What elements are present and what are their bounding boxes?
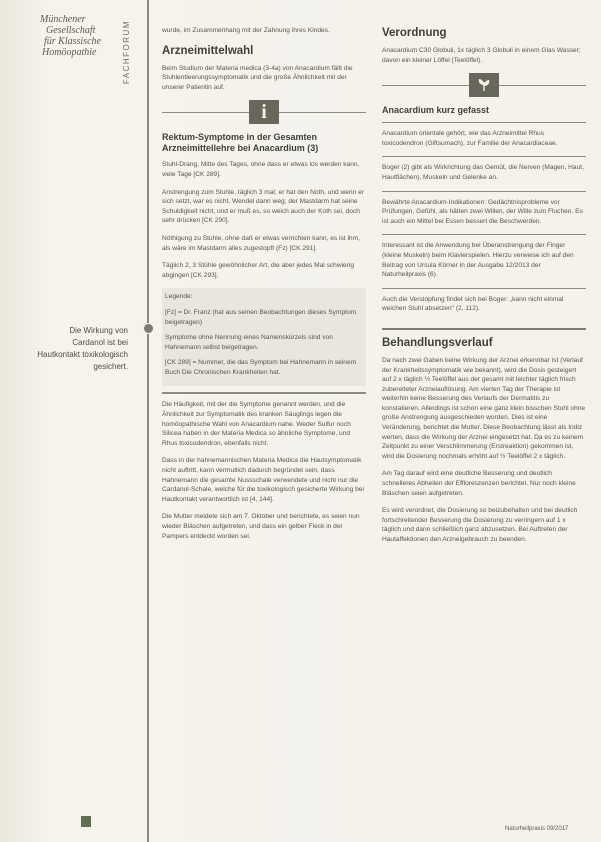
info-divider — [162, 100, 366, 124]
leaf-divider — [382, 73, 586, 97]
legend-title: Legende: — [165, 293, 193, 301]
body-paragraph: Die Häufigkeit, mit der die Symptome genannt werden, und die Ähnlichkeit zur Symptomatik des kranken Säuglings legen die homöopathische Wahl von Anacardium nahe. Weder Sulfur noch Silicea haben in der Materia Medica so ähnliche Symptome, und Rhus toxicodendron, ebenfalls nicht. — [162, 401, 351, 447]
heading-verordnung: Verordnung — [382, 27, 447, 39]
body-paragraph: Die Mutter meldete sich am 7. Oktober und berichtete, es seien nun wieder Bläschen aufgetreten, und dass ein gelber Fleck in der Pampers entdeckt worden sei. — [162, 513, 360, 540]
page-color-square — [81, 816, 91, 827]
verlauf-paragraph: Es wird verordnet, die Dosierung so beizubehalten und bei deutlich fortschreitender Besserung die Dosierung zu verringern auf 1 x täglich und dann schließlich ganz abzusetzen. Bei Auftreten der Hautaffektionen den Arzneigebrauch zu beenden. — [382, 507, 578, 543]
society-logo — [40, 14, 120, 58]
legend-item: [Fz] = Dr. Franz (hat aus seinen Beobachtungen dieses Symptom beigetragen) — [165, 308, 357, 326]
legend-box — [162, 288, 366, 386]
kurz-paragraph: Bewährte Anacardium-Indikationen: Gedächtnisprobleme vor Prüfungen, Gefühl, als hätten zwei Willen, der Wille zum Fluchen. Es ist auch ein Mittel bei Essen bessert die Beschwerden. — [382, 198, 583, 225]
margin-marker-dot — [143, 323, 154, 334]
lower-text — [162, 392, 366, 541]
logo-line: Homöopathie — [42, 47, 97, 58]
logo-line: Münchener — [40, 14, 86, 25]
kurz-paragraph: Auch die Verstopfung findet sich bei Boger: „kann nicht einmal weichen Stuhl absetzen" (2, 112). — [382, 295, 564, 313]
rektum-paragraph: Stuhl-Drang, Mitte des Tages, ohne dass er etwas los werden kann, viele Tage [CK 289]. — [162, 161, 360, 178]
margin-rule — [147, 0, 149, 842]
paragraph-verordnung: Anacardium C30 Globuli, 1x täglich 3 Globuli in einem Glas Wasser; davon ein kleiner Löffel (Teelöffel). — [382, 47, 581, 64]
rektum-paragraph: Täglich 2, 3 Stühle gewöhnlicher Art, die aber jedes Mal schwierig abgingen [CK 293]. — [162, 262, 355, 279]
verlauf-paragraph: Am Tag darauf wird eine deutliche Besserung und deutlich schnelleres Abheilen der Effloreszenzen berichtet. Nur noch kleine Bläschen seien aufgetreten. — [382, 470, 576, 497]
logo-line: für Klassische — [44, 36, 101, 47]
logo-line: Gesellschaft — [46, 25, 96, 36]
rektum-paragraph: Anstrengung zum Stuhle, täglich 3 mal; er hat den Noth, und wenn er sich setzt, war es nicht, Wendel dann weg; der Mastdarm hat seine Schuldigkeit nicht, und er muß es, so weich auch der Koth sei, doch sehr drücken [CK 290]. — [162, 188, 364, 225]
kurz-paragraph: Interessant ist die Anwendung bei Überanstrengung der Finger (kleine Muskeln) beim Klavierspielen. Hierzu verweise ich auf den Beitrag von Ursula Körner in der Ausgabe 12/2013 der Naturheilpraxis (6). — [382, 242, 574, 279]
margin-note: Die Wirkung von Cardanol ist bei Hautkontakt toxikologisch gesichert. — [37, 326, 128, 371]
left-column — [162, 26, 366, 549]
heading-rektum-symptome: Rektum-Symptome in der Gesamten Arzneimittellehre bei Anacardium (3) — [162, 132, 319, 154]
verlauf-paragraph: Da nach zwei Gaben keine Wirkung der Arznei erkennbar ist (Verlauf der Krankheitssymptomatik wie bekannt), wird die Dosis gesteigert auf 2 x täglich ½ Teelöffel aus der gesamt mit leichter täglich frisch zubereiteter Arzneiauflösung. Am vierten Tag der Therapie ist weiterhin keine Besserung des Verlaufs der Dermatitis zu konstatieren. Allerdings ist schon eine ganz klein bisschen Stuhl ohne große Anstrengung ausgeschieden worden. Dies ist eine Veränderung, berichtet die Mutter. Diese Beobachtung lässt als Indiz werten, dass die Wirkung der Arznei eingesetzt hat. Da es zu keinem Zeitpunkt zu einer Verschlimmerung (Erstreaktion) gekommen ist, wird die Dosierung nochmals erhöht auf ½ Teelöffel 2 x täglich. — [382, 356, 586, 460]
heading-arzneimittelwahl: Arzneimittelwahl — [162, 44, 254, 57]
paragraph-arzneimittelwahl: Beim Studium der Materia medica (3-4a) von Anacardium fällt die Stuhlentleerungssymptomatik und die große Ähnlichkeit mit der unserer Patientin auf. — [162, 64, 353, 91]
intro-text: wurde, im Zusammenhang mit der Zahnung ihres Kindes. — [162, 27, 330, 34]
kurz-paragraph: Boger (2) gibt als Wirkrichtung das Gemüt, die Nerven (Magen, Haut, Hautflächen), Muskeln und Gelenke an. — [382, 164, 584, 181]
legend-item: [CK 289] = Nummer, die das Symptom bei Hahnemann in seinem Buch Die Chronischen Krankheiten hat. — [165, 359, 357, 376]
right-column — [382, 26, 586, 553]
info-icon: i — [249, 100, 279, 124]
rektum-paragraph: Nöthigung zu Stuhle, ohne daß er etwas verrichten kann, es ist ihm, als wäre im Mastdarm alles zugestopft (Fz) [CK 291]. — [162, 234, 360, 252]
heading-behandlungsverlauf: Behandlungsverlauf — [382, 336, 493, 349]
heading-kurz-gefasst: Anacardium kurz gefasst — [382, 105, 490, 116]
section-label-vertical: FACHFORUM — [122, 20, 131, 85]
kurz-paragraph: Anacardium orientale gehört, wie das Arzneimittel Rhus toxicodendron (Giftsumach), zur Familie der Anacardiaceae. — [382, 130, 558, 147]
leaf-icon — [469, 73, 499, 97]
page-footer: Naturheilpraxis 09/2017 — [505, 826, 569, 832]
legend-item: Symptome ohne Nennung eines Namenskürzels sind von Hahnemann selbst beigetragen. — [165, 334, 333, 351]
body-paragraph: Dass in der hahnemannischen Materia Medica die Hautsymptomatik nicht auftritt, kann vermutlich dadurch begründet sein, dass Hahnemann die gesamte Nussschale verwendete und nicht nur die Cardanol-Schale, welche für die toxikologisch gesicherte Wirkung bei Hautkontakt verantwortlich ist [4, 144]. — [162, 457, 364, 503]
